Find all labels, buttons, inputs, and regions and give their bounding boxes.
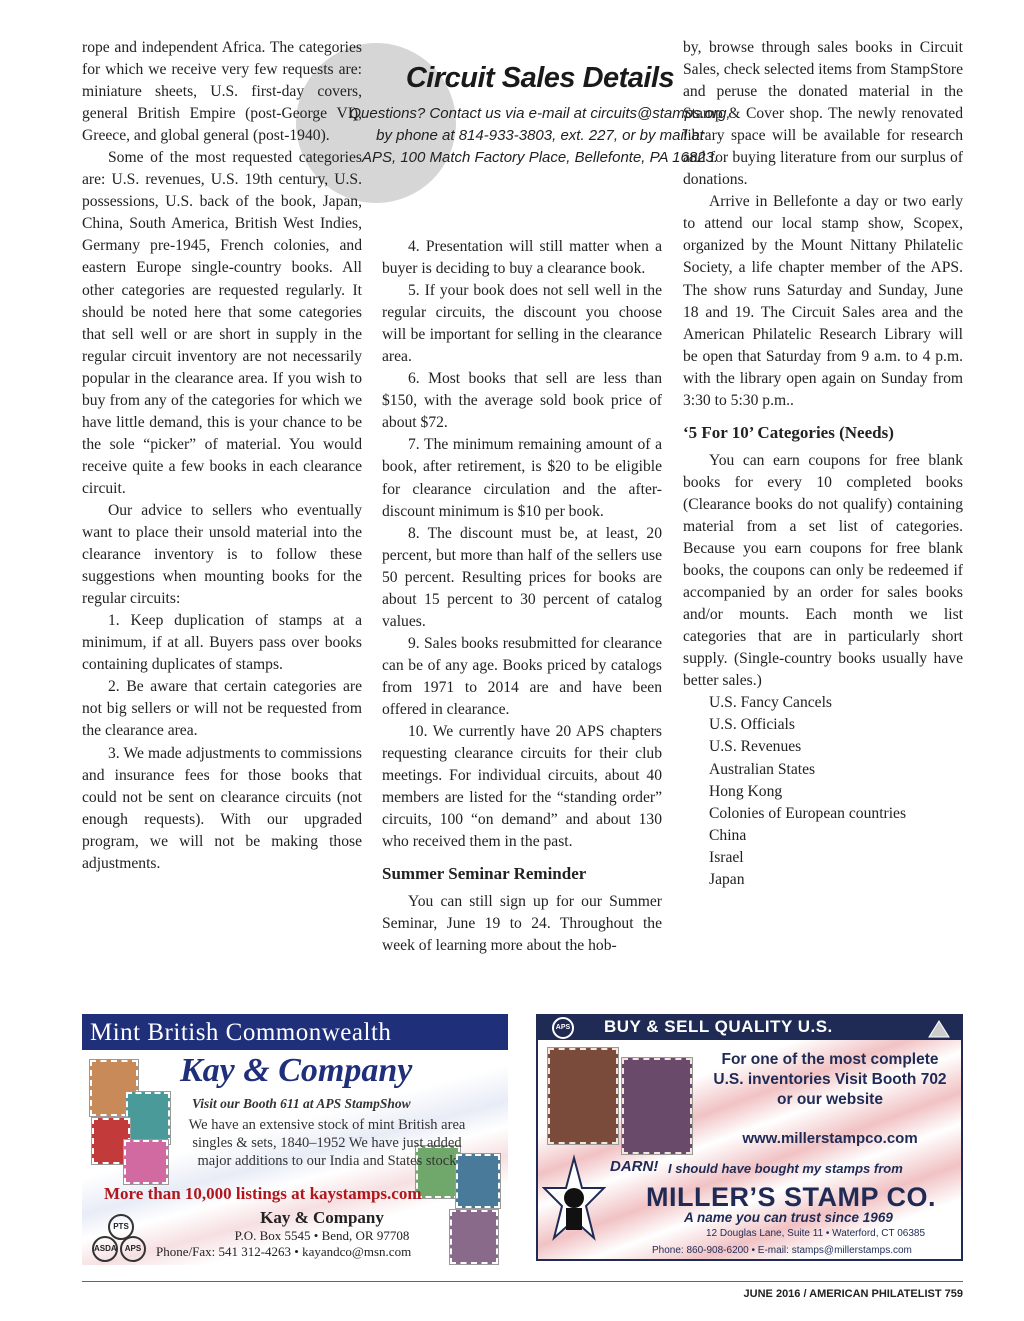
paragraph: 3. We made adjustments to commissions and insurance fees for those books that could not be sent on clearance circuits (not enough requests). With our upgraded program, we will not be making those adjustments. <box>82 744 362 872</box>
paragraph: 7. The minimum remaining amount of a book, after retirement, is $20 to be eligible for clearance circulation and the after-discount minimum is $10 per book. <box>382 436 662 520</box>
paragraph: 2. Be aware that certain categories are not big sellers or will not be requested from the clearance area. <box>82 678 362 740</box>
triangle-logo-icon <box>928 1020 950 1038</box>
ad-phone-email: Phone/Fax: 541 312-4263 • kayandco@msn.com <box>156 1244 412 1259</box>
callout-line-address: APS, 100 Match Factory Place, Bellefonte, PA 16823. <box>361 149 719 166</box>
article-column-1 <box>82 37 362 875</box>
ad-banner: Mint British Commonwealth <box>82 1014 508 1050</box>
paragraph: Some of the most requested categories are: U.S. revenues, U.S. 19th century, U.S. possessions, U.S. back of the book, Japan, China, South America, British West Indies, Germany pre-1945, French colonies, and eastern Europe single-country books. All other categories are requested regularly. It should be noted here that some categories that sell well or are short in supply in the regular circuit inventory are not necessarily popular in the clearance area. If you wish to buy from any of the categories for which we have little demand, this is your chance to be the sole “picker” of material. You would receive quite a few books in each clearance circuit. <box>82 149 362 497</box>
section-heading-5-for-10: ‘5 For 10’ Categories (Needs) <box>683 422 894 442</box>
ad-description: We have an extensive stock of mint British area singles & sets, 1840–1952 We have just added major additions to our India and States stock <box>188 1117 466 1169</box>
article-column-2 <box>382 236 662 958</box>
paragraph: 9. Sales books resubmitted for clearance can be of any age. Books priced by catalogs from 1971 to 2014 are and have been offered in clearance. <box>382 634 662 718</box>
aps-seal-icon: APS <box>120 1236 146 1262</box>
paragraph: 8. The discount must be, at least, 20 percent, but more than half of the sellers use 50 percent. Resulting prices for books are about 15 percent to 30 percent of catalog values. <box>382 524 662 630</box>
list-item: U.S. Fancy Cancels <box>709 694 832 712</box>
ad-pitch: For one of the most complete U.S. inventories Visit Booth 702 or our website <box>713 1051 947 1108</box>
ad-trust-tagline: A name you can trust since 1969 <box>684 1210 893 1225</box>
list-item: Hong Kong <box>709 782 783 800</box>
list-item: U.S. Officials <box>709 716 795 734</box>
kay-company-ad[interactable] <box>82 1014 508 1265</box>
ad-headline: BUY & SELL QUALITY U.S. <box>604 1017 833 1036</box>
list-item: Israel <box>709 848 744 866</box>
paragraph-text: , browse through sales books in Circuit Sales, check selected items from StampStore and peruse the donated material in the Stamp & Cover shop. The newly renovated library space will be available for research and for buying literature from our surplus of donations. <box>683 39 963 189</box>
paragraph: 1. Keep duplication of stamps at a minimum, if at all. Buyers pass over books containing duplicates of stamps. <box>82 612 362 674</box>
paragraph: 10. We currently have 20 APS chapters requesting clearance circuits for their club meetings. For individual circuits, about 40 members are listed for the “standing order” circuits, 100 “on demand” and about 130 who received them in the past. <box>382 723 662 851</box>
ad-title: Kay & Company <box>180 1052 413 1089</box>
aps-seal-icon: APS <box>552 1017 574 1039</box>
word-by: by <box>683 39 698 56</box>
paragraph: You can earn coupons for free blank books for every 10 completed books (Clearance books do not qualify) containing material from a set list of categories. Because you earn coupons for free blank books, the coupons can only be redeemed if accompanied by an order for sales books and/or mounts. Each month we list categories that are in particularly short supply. (Single-country books usually have better sales.) <box>683 451 963 690</box>
stamp-image <box>450 1210 498 1264</box>
list-item: China <box>709 826 747 844</box>
ad-address: 12 Douglas Lane, Suite 11 • Waterford, CT 06385 <box>706 1228 926 1239</box>
footer-rule <box>82 1281 963 1282</box>
asda-seal-icon: ASDA <box>92 1236 118 1262</box>
paragraph: 6. Most books that sell are less than $150, with the average sold book price of about $72. <box>382 370 662 432</box>
ad-website-link[interactable]: www.millerstampco.com <box>742 1130 918 1147</box>
stamp-image <box>124 1140 168 1184</box>
paragraph: rope and independent Africa. The categories for which we receive very few requests are: miniature sheets, U.S. first-day covers, general British Empire (post-George VI), Greece, and global general (post-1940). <box>82 39 362 145</box>
paragraph: 5. If your book does not sell well in the regular circuits, the discount you choose will be important for selling in the clearance area. <box>382 282 662 366</box>
paragraph <box>683 37 963 191</box>
list-item: Colonies of European countries <box>709 804 907 822</box>
paragraph: You can still sign up for our Summer Seminar, June 19 to 24. Throughout the week of learning more about the hob- <box>382 893 662 955</box>
pts-seal-icon: PTS <box>108 1214 134 1240</box>
list-item: Australian States <box>709 760 816 778</box>
ad-address: P.O. Box 5545 • Bend, OR 97708 <box>234 1228 410 1243</box>
ad-booth-text: Visit our Booth 611 at APS StampShow <box>192 1096 411 1111</box>
cartoon-figure-icon <box>542 1154 606 1254</box>
callout-line-phone: by phone at 814-933-3803, ext. 227, or by mail at <box>376 127 704 144</box>
franklin-stamp-image <box>622 1058 692 1154</box>
ad-phone-email: Phone: 860-908-6200 • E-mail: stamps@millerstamps.com <box>652 1245 912 1256</box>
ad-darn-exclamation: DARN! <box>610 1158 659 1175</box>
washington-stamp-image <box>548 1048 618 1144</box>
list-item: Japan <box>709 870 745 888</box>
millers-stamp-ad[interactable] <box>536 1014 963 1261</box>
ad-company-name: MILLER’S STAMP CO. <box>646 1182 937 1212</box>
paragraph: Our advice to sellers who eventually want to place their unsold material into the clearance inventory is to follow these suggestions when mounting books for the regular circuits: <box>82 501 362 608</box>
paragraph: Arrive in Bellefonte a day or two early to attend our local stamp show, Scopex, organized by the Mount Nittany Philatelic Society, a life chapter member of the APS. The show runs Saturday and Sunday, June 18 and 19. The Circuit Sales area and the American Philatelic Research Library will be open that Saturday from 9 a.m. to 4 p.m. with the library open again on Sunday from 3:30 to 5:30 p.m.. <box>683 193 963 409</box>
ad-darn-tagline: I should have bought my stamps from <box>668 1161 903 1176</box>
section-heading-summer-seminar: Summer Seminar Reminder <box>382 864 587 884</box>
callout-line-email: Questions? Contact us via e-mail at circuits@stamps.org, <box>349 105 731 122</box>
page-footer: JUNE 2016 / AMERICAN PHILATELIST 759 <box>743 1288 963 1300</box>
ad-company-name: Kay & Company <box>260 1208 384 1227</box>
list-item: U.S. Revenues <box>709 738 802 756</box>
paragraph: 4. Presentation will still matter when a buyer is deciding to buy a clearance book. <box>382 238 662 278</box>
callout-title: Circuit Sales Details <box>405 62 675 94</box>
stamp-image <box>126 1092 170 1144</box>
ad-listings-link[interactable]: More than 10,000 listings at kaystamps.com <box>104 1184 422 1203</box>
needs-list <box>683 692 963 890</box>
article-column-3 <box>683 37 963 891</box>
